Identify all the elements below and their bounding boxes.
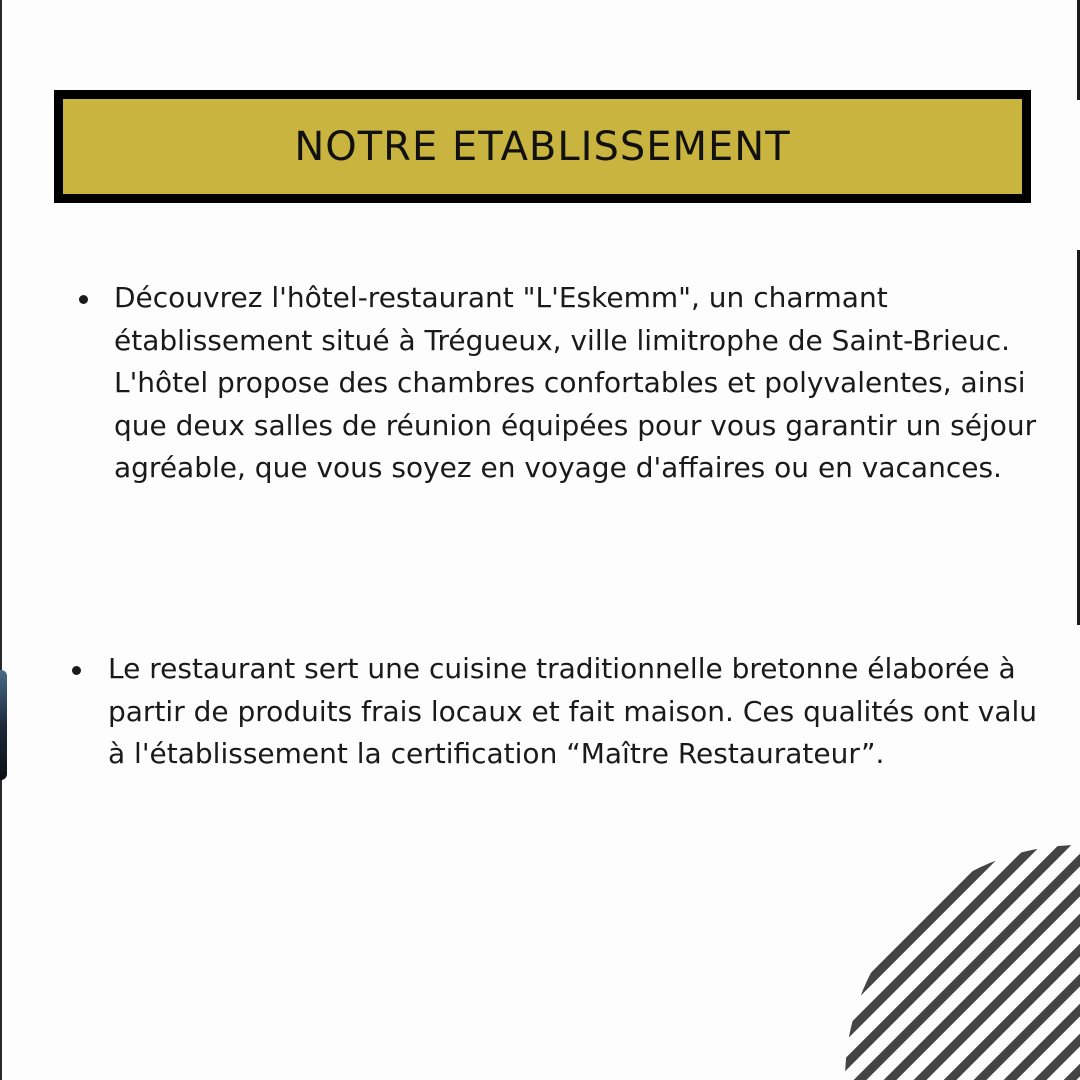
left-edge-line (0, 0, 2, 1080)
striped-circle-decoration (845, 835, 1080, 1080)
paragraph-restaurant: Le restaurant sert une cuisine traditionnelle bretonne élaborée à partir de produits frais locaux et fait maison. Ces qualités ont valu à l'établissement la certification “Maître Restaurateur”. (108, 652, 1038, 771)
paragraph-hotel: Découvrez l'hôtel-restaurant "L'Eskemm", un charmant établissement situé à Trégueux, ville limitrophe de Saint-Brieuc. L'hôtel propose des chambres confortables et polyvalentes, ainsi que deux salles de réunion équipées pour vous garantir un séjour agréable, que vous soyez en voyage d'affaires ou en vacances. (114, 281, 1037, 485)
page-title: NOTRE ETABLISSEMENT (294, 123, 791, 170)
title-banner (54, 90, 1031, 203)
bullet-dot (79, 295, 88, 304)
title-banner-inner (63, 99, 1022, 194)
left-edge-decoration (0, 670, 7, 780)
bullet-dot (72, 666, 81, 675)
